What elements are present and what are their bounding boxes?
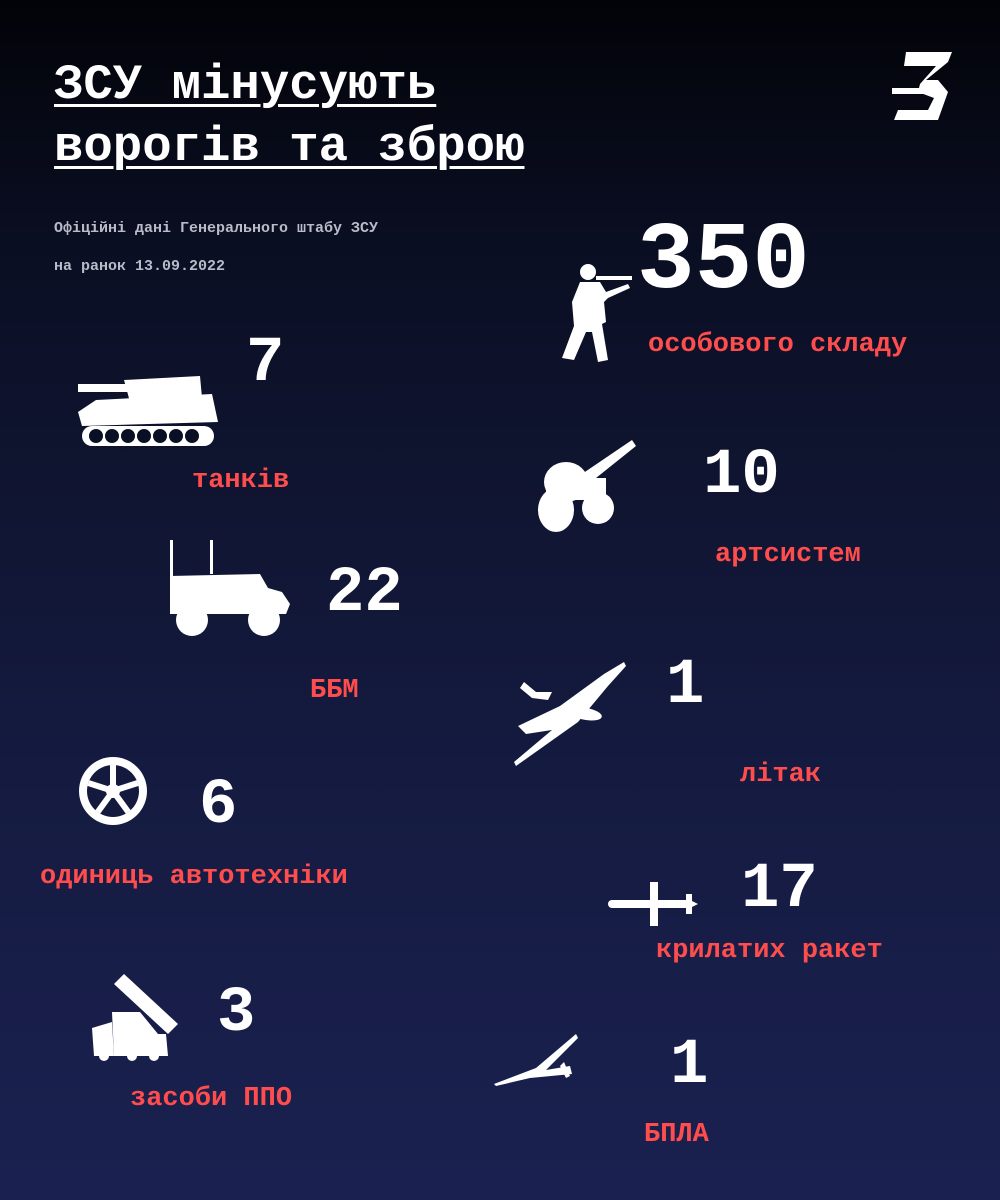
launcher-icon [90, 972, 180, 1062]
missiles-value: 17 [741, 854, 818, 926]
apv-label: ББМ [310, 676, 359, 706]
air-defense-label: засоби ППО [130, 1084, 293, 1114]
personnel-value: 350 [637, 207, 810, 316]
uav-label: БПЛА [644, 1120, 709, 1150]
air-defense-value: 3 [217, 978, 256, 1050]
airplane-icon [512, 660, 628, 768]
page-title [54, 54, 614, 178]
aircraft-value: 1 [666, 650, 705, 722]
personnel-label: особового складу [648, 330, 908, 360]
armored-vehicle-icon [168, 540, 294, 638]
title-line-1: ЗСУ мінусують [54, 57, 437, 113]
drone-icon [490, 1032, 580, 1088]
artillery-value: 10 [703, 440, 780, 512]
aircraft-label: літак [740, 760, 822, 790]
soldier-icon [556, 262, 632, 364]
date-line: на ранок 13.09.2022 [54, 258, 226, 275]
brand-logo-mark [888, 48, 954, 126]
uav-value: 1 [670, 1030, 709, 1102]
tanks-value: 7 [246, 328, 285, 400]
source-line: Офіційні дані Генерального штабу ЗСУ [54, 220, 379, 237]
vehicles-value: 6 [199, 770, 238, 842]
artillery-label: артсистем [715, 540, 861, 570]
wheel-icon [78, 756, 148, 826]
missiles-label: крилатих ракет [656, 936, 883, 966]
vehicles-label: одиниць автотехніки [40, 862, 348, 892]
brand-logo [888, 48, 954, 126]
artillery-icon [536, 438, 636, 534]
tank-icon [78, 372, 218, 450]
apv-value: 22 [326, 558, 403, 630]
title-line-2: ворогів та зброю [54, 119, 525, 175]
tanks-label: танків [192, 466, 290, 496]
missile-icon [606, 880, 700, 928]
